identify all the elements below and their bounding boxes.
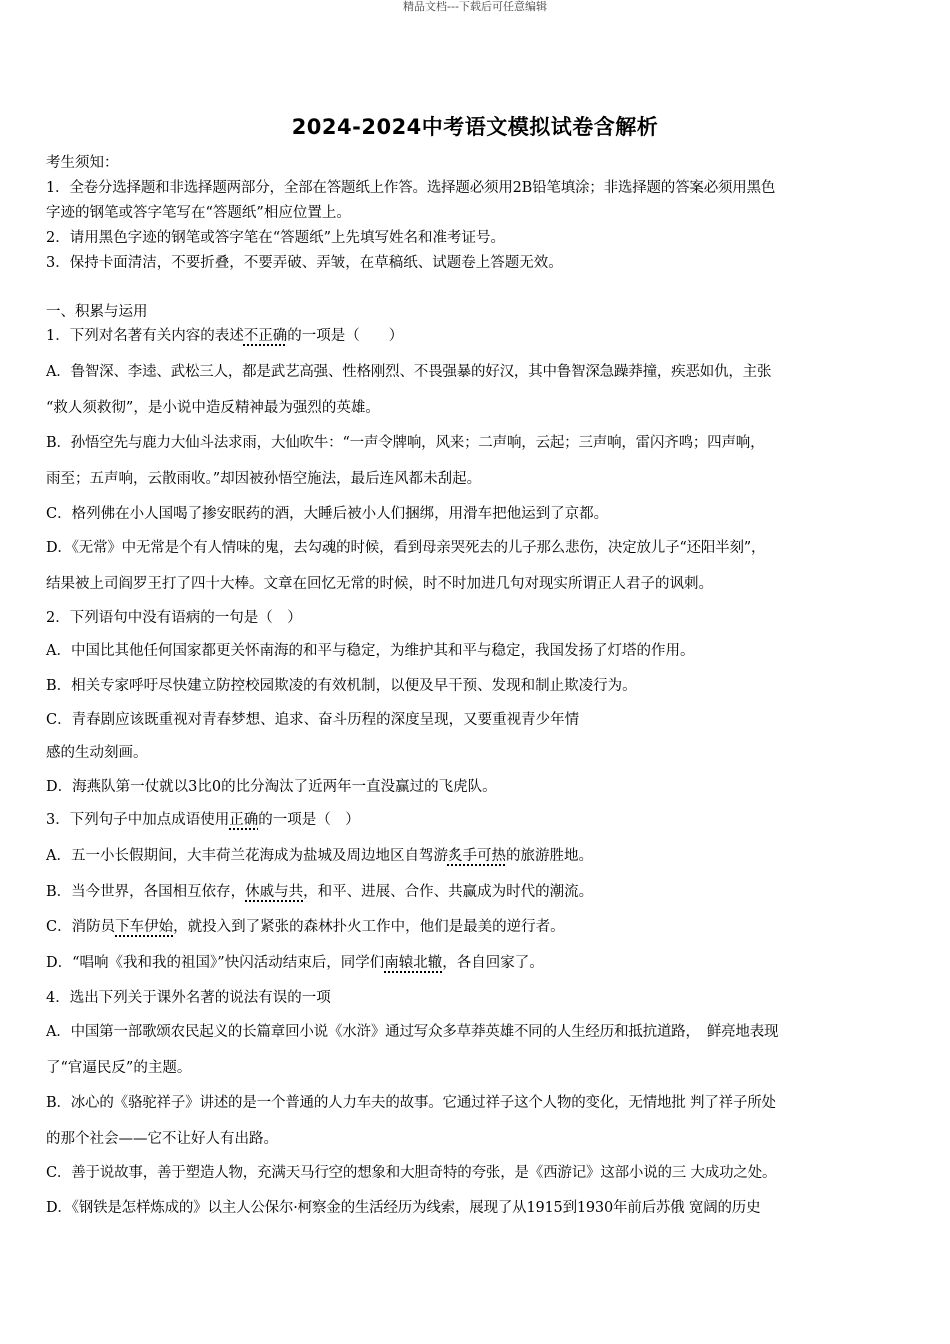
page-title: 2024-2024中考语文模拟试卷含解析 (291, 115, 659, 139)
q2-option-c-line2: 感的生动刻画。 (46, 745, 148, 761)
q2-option-a: A．中国比其他任何国家都更关怀南海的和平与稳定，为维护其和平与稳定，我国发扬了灯塔的作用。 (46, 643, 695, 659)
idiom-dotted: 南辕北辙 (384, 955, 443, 971)
q4-option-d-line1: D．《钢铁是怎样炼成的》以主人公保尔·柯察金的生活经历为线索，展现了从1915到1930年前后苏俄 宽阔的历史 (46, 1200, 761, 1216)
q4-option-b-line2: 的那个社会——它不让好人有出路。 (46, 1131, 278, 1147)
q1-option-d-line1: D．《无常》中无常是个有人情味的鬼，去勾魂的时候，看到母亲哭死去的儿子那么悲伤，决定放儿子“还阳半刻”， (46, 540, 766, 556)
q4-option-a-line2: 了“官逼民反”的主题。 (46, 1060, 192, 1076)
q1-option-b-line1: B．孙悟空先与鹿力大仙斗法求雨，大仙吹牛：“一声令牌响，风来；二声响，云起；三声响，雷闪齐鸣；四声响， (46, 435, 765, 451)
option-text: A．五一小长假期间，大丰荷兰花海成为盐城及周边地区自驾游 (46, 848, 448, 864)
option-text: ，和平、进展、合作、共赢成为时代的潮流。 (303, 884, 594, 900)
q2-option-d: D．海燕队第一仗就以3比0的比分淘汰了近两年一直没赢过的飞虎队。 (46, 779, 497, 795)
question-3-stem (46, 810, 360, 830)
instructions-heading: 考生须知： (46, 155, 119, 171)
q1-option-a-line1: A．鲁智深、李逵、武松三人，都是武艺高强、性格刚烈、不畏强暴的好汉，其中鲁智深急躁莽撞，疾恶如仇，主张 (46, 364, 772, 380)
stem-text: 的一项是（ ） (258, 812, 360, 828)
stem-text: 3．下列句子中加点成语使用 (46, 812, 230, 828)
stem-text: 的一项是（ ） (287, 328, 404, 344)
instruction-1a: 1．全卷分选择题和非选择题两部分，全部在答题纸上作答。选择题必须用2B铅笔填涂；非选择题的答案必须用黑色 (46, 180, 776, 196)
q2-option-b: B．相关专家呼吁尽快建立防控校园欺凌的有效机制，以便及早干预、发现和制止欺凌行为。 (46, 678, 637, 694)
option-text: D．“唱响《我和我的祖国》”快闪活动结束后，同学们 (46, 955, 385, 971)
q2-option-c-line1: C．青春剧应该既重视对青春梦想、追求、奋斗历程的深度呈现，又要重视青少年情 (46, 712, 580, 728)
idiom-dotted: 休戚与共 (245, 884, 304, 900)
question-1-stem (46, 326, 403, 346)
option-text: ，各自回家了。 (442, 955, 544, 971)
header-note: 精品文档---下载后可任意编辑 (403, 0, 547, 13)
q3-option-c (46, 917, 565, 937)
idiom-dotted: 下车伊始 (115, 919, 174, 935)
q3-option-a (46, 846, 593, 866)
q1-option-d-line2: 结果被上司阎罗王打了四十大棒。文章在回忆无常的时候，时不时加进几句对现实所谓正人君子的讽刺。 (46, 576, 713, 592)
option-text: C．消防员 (46, 919, 116, 935)
emphasis-dotted: 不正确 (243, 328, 288, 344)
instruction-2: 2．请用黑色字迹的钢笔或答字笔在“答题纸”上先填写姓名和准考证号。 (46, 230, 506, 246)
stem-text: 1．下列对名著有关内容的表述 (46, 328, 244, 344)
q4-option-a-line1: A．中国第一部歌颂农民起义的长篇章回小说《水浒》通过写众多草莽英雄不同的人生经历和抵抗道路， 鲜亮地表现 (46, 1024, 779, 1040)
option-text: ，就投入到了紧张的森林扑火工作中，他们是最美的逆行者。 (173, 919, 565, 935)
question-4-stem: 4．选出下列关于课外名著的说法有误的一项 (46, 990, 331, 1006)
q3-option-b (46, 882, 593, 902)
instruction-1b: 字迹的钢笔或答字笔写在“答题纸”相应位置上。 (46, 205, 351, 221)
option-text: 的旅游胜地。 (505, 848, 593, 864)
option-text: B．当今世界，各国相互依存， (46, 884, 246, 900)
q1-option-a-line2: “救人须救彻”，是小说中造反精神最为强烈的英雄。 (46, 400, 380, 416)
q4-option-c: C．善于说故事，善于塑造人物，充满天马行空的想象和大胆奇特的夸张，是《西游记》这部小说的三 大成功之处。 (46, 1165, 777, 1181)
idiom-dotted: 炙手可热 (447, 848, 506, 864)
section-heading: 一、积累与运用 (46, 304, 148, 320)
q1-option-c: C．格列佛在小人国喝了掺安眠药的酒，大睡后被小人们捆绑，用滑车把他运到了京都。 (46, 506, 609, 522)
q4-option-b-line1: B．冰心的《骆驼祥子》讲述的是一个普通的人力车夫的故事。它通过祥子这个人物的变化，无情地批 判了祥子所处 (46, 1095, 776, 1111)
q1-option-b-line2: 雨至；五声响，云散雨收。”却因被孙悟空施法，最后连风都未刮起。 (46, 471, 482, 487)
q3-option-d (46, 953, 544, 973)
instruction-3: 3．保持卡面清洁，不要折叠，不要弄破、弄皱，在草稿纸、试题卷上答题无效。 (46, 255, 563, 271)
emphasis-dotted: 正确 (229, 812, 259, 828)
question-2-stem: 2．下列语句中没有语病的一句是（ ） (46, 610, 302, 626)
